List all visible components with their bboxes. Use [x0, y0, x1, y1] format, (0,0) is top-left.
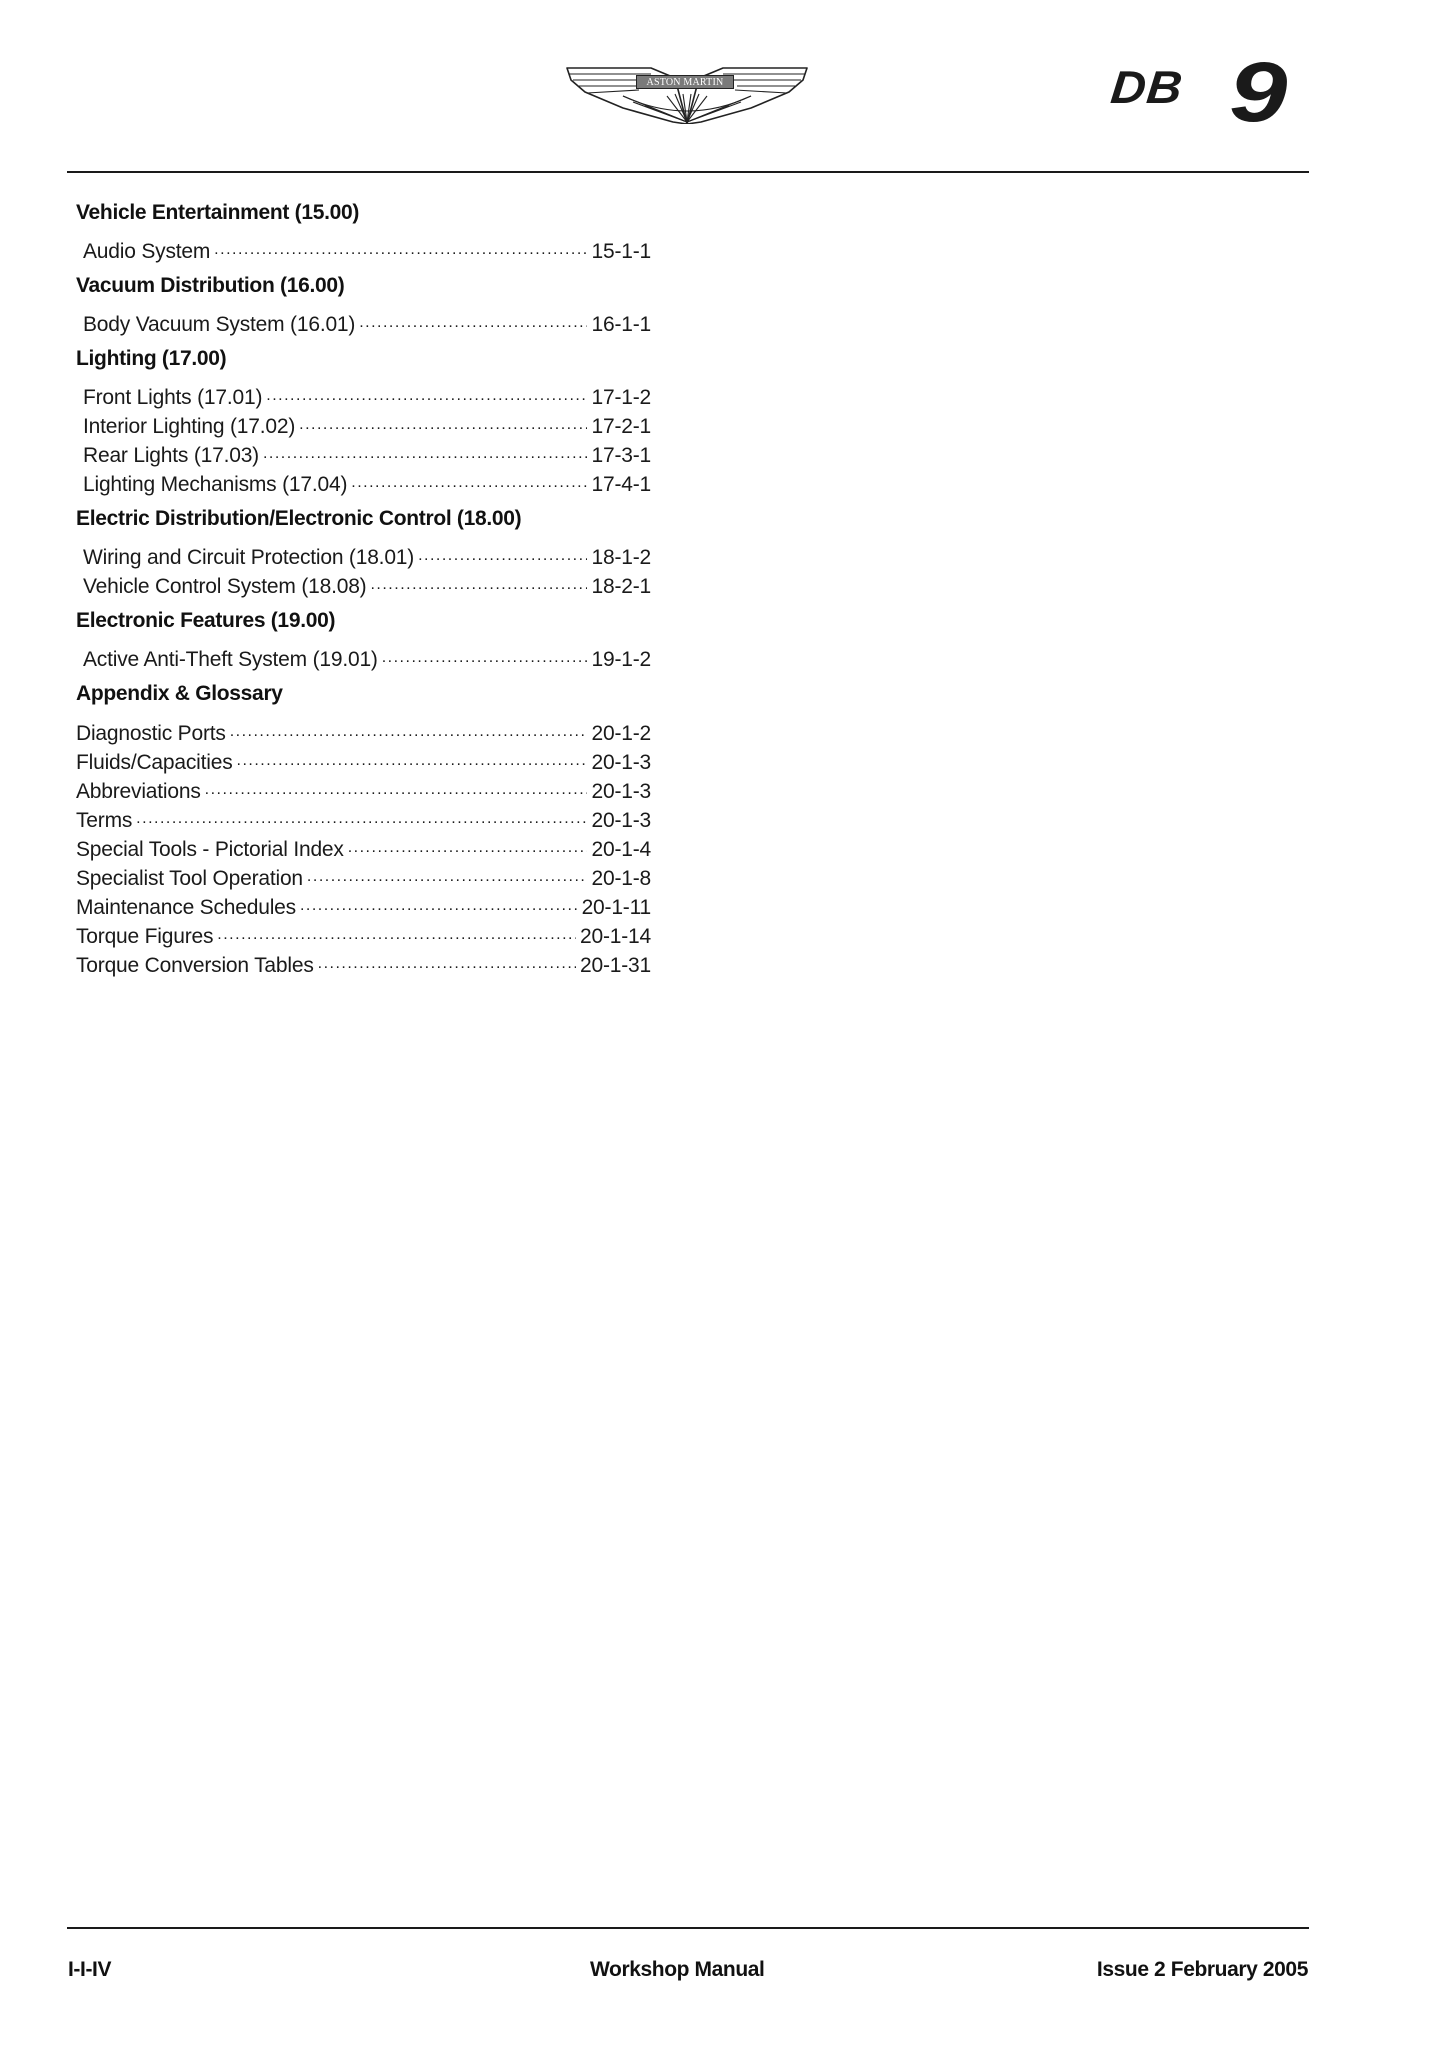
- dot-leader: [382, 646, 588, 666]
- dot-leader: [237, 749, 588, 769]
- dot-leader: [370, 573, 587, 593]
- toc-entry-title: Active Anti-Theft System (19.01): [83, 648, 378, 671]
- toc-entry-page: 20-1-3: [591, 751, 651, 774]
- toc-entry-title: Interior Lighting (17.02): [83, 415, 296, 438]
- toc-entry-page: 20-1-11: [581, 896, 651, 919]
- dot-leader: [318, 952, 576, 972]
- toc-entry[interactable]: [83, 471, 651, 497]
- dot-leader: [230, 720, 588, 740]
- page-number: I-I-IV: [68, 1958, 112, 1981]
- model-logo: [1108, 45, 1314, 139]
- toc-entry-title: Specialist Tool Operation: [76, 867, 303, 890]
- toc-entry-title: Diagnostic Ports: [76, 722, 226, 745]
- toc-entry-page: 20-1-14: [580, 925, 651, 948]
- toc-entry-page: 20-1-31: [580, 954, 651, 977]
- toc-entry-title: Maintenance Schedules: [76, 896, 296, 919]
- toc-entry-title: Torque Figures: [76, 925, 214, 948]
- toc-entry[interactable]: [76, 865, 651, 891]
- toc-entry[interactable]: [83, 442, 651, 468]
- toc-entry[interactable]: [83, 646, 651, 672]
- toc-entry[interactable]: [76, 720, 651, 746]
- section-heading: Vacuum Distribution (16.00): [76, 274, 345, 297]
- dot-leader: [214, 238, 587, 258]
- dot-leader: [300, 894, 578, 914]
- dot-leader: [217, 923, 576, 943]
- toc-entry-title: Special Tools - Pictorial Index: [76, 838, 344, 861]
- toc-entry-title: Rear Lights (17.03): [83, 444, 259, 467]
- section-heading: Vehicle Entertainment (15.00): [76, 201, 360, 224]
- toc-entry-page: 18-2-1: [591, 575, 651, 598]
- brand-label: ASTON MARTIN: [636, 75, 734, 89]
- toc-entry[interactable]: [83, 238, 651, 264]
- toc-entry-title: Audio System: [83, 240, 211, 263]
- toc-entry-title: Body Vacuum System (16.01): [83, 313, 356, 336]
- toc-entry-title: Wiring and Circuit Protection (18.01): [83, 546, 415, 569]
- toc-entry-page: 19-1-2: [591, 648, 651, 671]
- toc-entry-title: Vehicle Control System (18.08): [83, 575, 367, 598]
- dot-leader: [136, 807, 587, 827]
- dot-leader: [307, 865, 588, 885]
- section-heading: Electric Distribution/Electronic Control (18.00): [76, 507, 522, 530]
- toc-entry[interactable]: [76, 807, 651, 833]
- toc-entry[interactable]: [83, 311, 651, 337]
- dot-leader: [205, 778, 588, 798]
- dot-leader: [299, 413, 587, 433]
- toc-entry-page: 20-1-4: [591, 838, 651, 861]
- document-title: Workshop Manual: [590, 1958, 765, 1981]
- toc-entry[interactable]: [76, 894, 651, 920]
- toc-entry-page: 17-4-1: [591, 473, 651, 496]
- toc-entry-page: 20-1-3: [591, 780, 651, 803]
- toc-entry-title: Torque Conversion Tables: [76, 954, 314, 977]
- model-prefix: DB: [1108, 61, 1186, 113]
- section-heading: Electronic Features (19.00): [76, 609, 336, 632]
- toc-entry[interactable]: [76, 923, 651, 949]
- issue-date: Issue 2 February 2005: [1096, 1958, 1308, 1981]
- toc-entry-page: 20-1-8: [591, 867, 651, 890]
- dot-leader: [418, 544, 587, 564]
- toc-entry-title: Lighting Mechanisms (17.04): [83, 473, 348, 496]
- header-divider: [67, 171, 1309, 173]
- toc-entry-page: 17-3-1: [591, 444, 651, 467]
- toc-entry-page: 15-1-1: [591, 240, 651, 263]
- toc-entry[interactable]: [83, 544, 651, 570]
- toc-entry[interactable]: [83, 573, 651, 599]
- section-heading: Appendix & Glossary: [76, 682, 283, 705]
- toc-entry-page: 18-1-2: [591, 546, 651, 569]
- toc-entry-title: Fluids/Capacities: [76, 751, 233, 774]
- toc-entry[interactable]: [83, 413, 651, 439]
- toc-entry-title: Abbreviations: [76, 780, 201, 803]
- section-heading: Lighting (17.00): [76, 347, 227, 370]
- toc-entry-page: 17-2-1: [591, 415, 651, 438]
- toc-entry-page: 20-1-3: [591, 809, 651, 832]
- toc-entry[interactable]: [76, 836, 651, 862]
- dot-leader: [359, 311, 587, 331]
- dot-leader: [263, 442, 588, 462]
- toc-entry-title: Front Lights (17.01): [83, 386, 263, 409]
- toc-entry[interactable]: [76, 749, 651, 775]
- toc-entry[interactable]: [76, 952, 651, 978]
- dot-leader: [348, 836, 588, 856]
- toc-entry-page: 20-1-2: [591, 722, 651, 745]
- footer-divider: [67, 1927, 1309, 1929]
- toc-entry-page: 16-1-1: [591, 313, 651, 336]
- toc-entry-title: Terms: [76, 809, 133, 832]
- dot-leader: [351, 471, 587, 491]
- dot-leader: [266, 384, 587, 404]
- toc-entry-page: 17-1-2: [591, 386, 651, 409]
- toc-entry[interactable]: [83, 384, 651, 410]
- model-number: 9: [1229, 45, 1288, 139]
- toc-entry[interactable]: [76, 778, 651, 804]
